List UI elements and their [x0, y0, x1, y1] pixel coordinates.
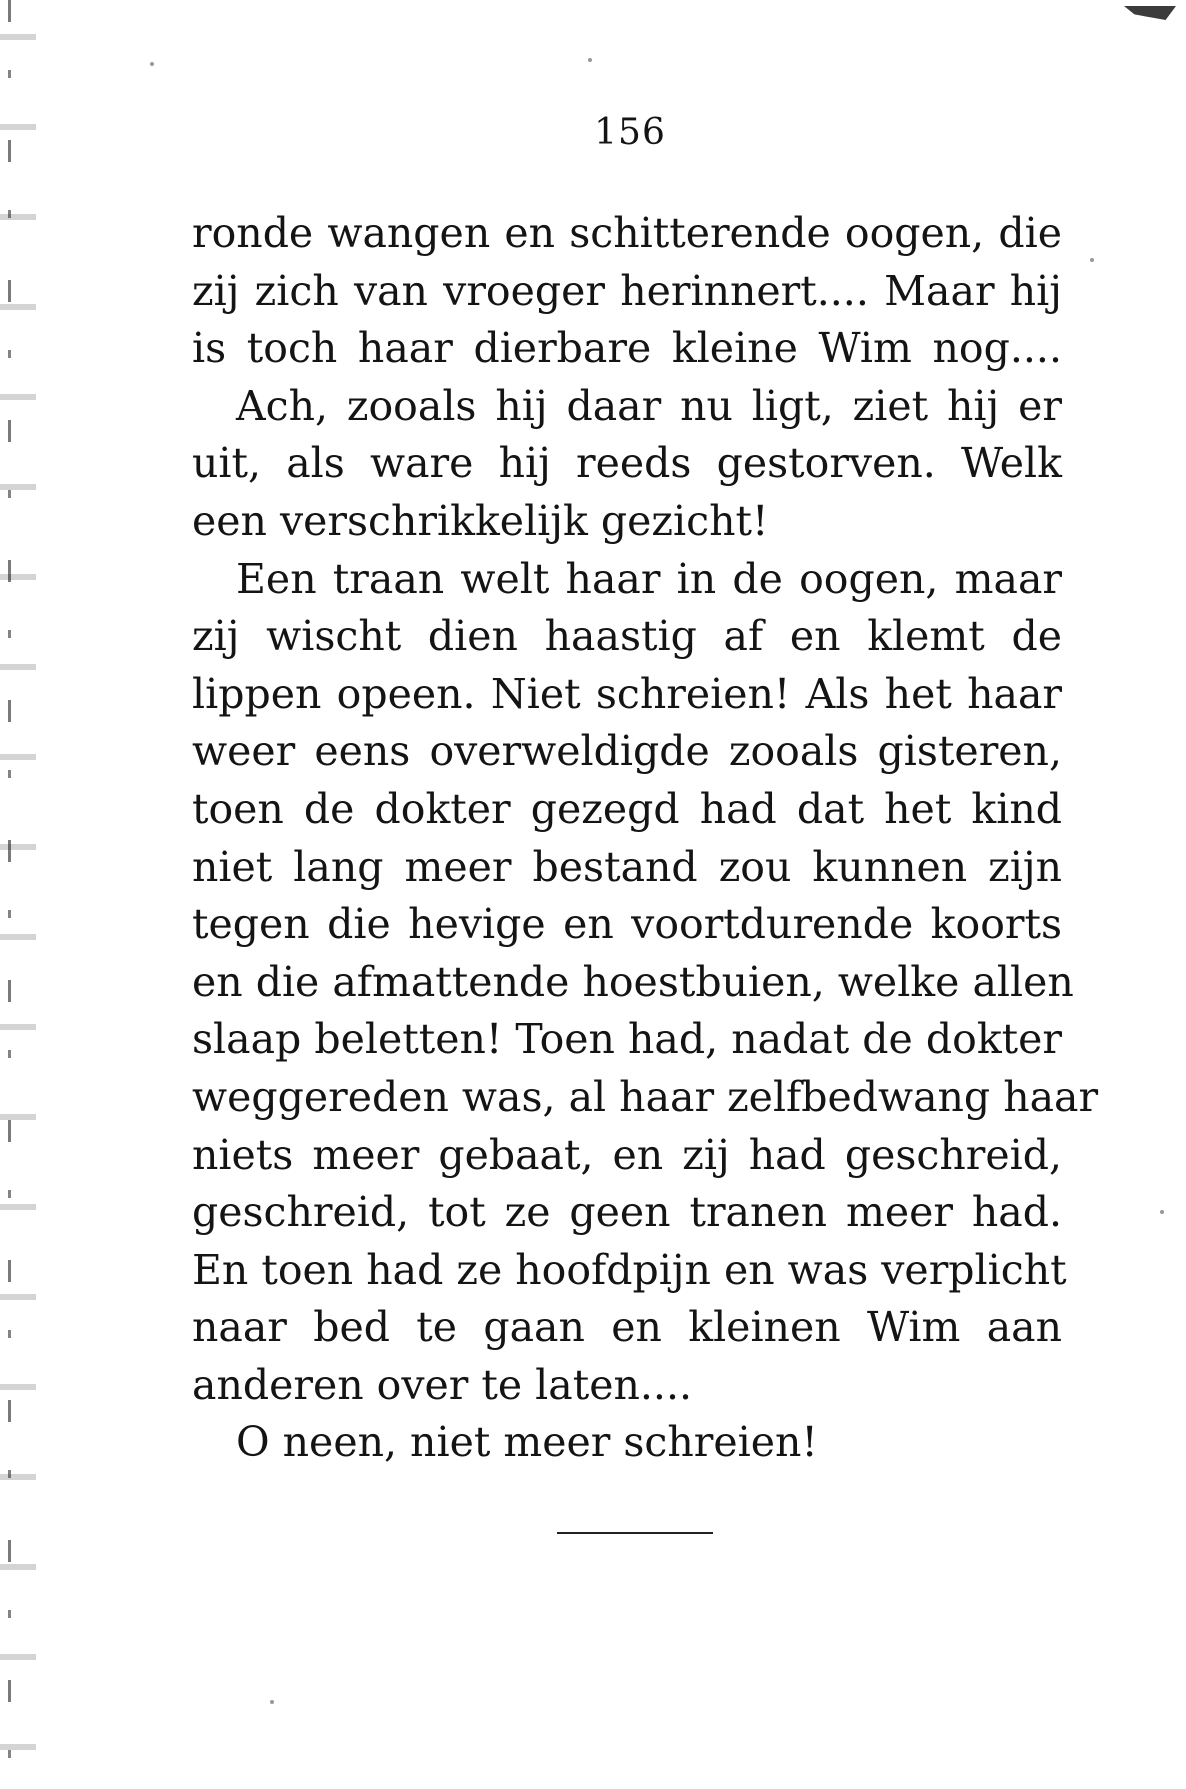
- text-line: zij wischt dien haastig af en klemt de: [192, 612, 1062, 661]
- text-line: niets meer gebaat, en zij had geschreid,: [192, 1130, 1062, 1179]
- text-line: weggereden was, al haar zelfbedwang haar: [192, 1072, 1099, 1121]
- text-line: tegen die hevige en voortdurende koorts: [192, 900, 1062, 949]
- text-line: Ach, zooals hij daar nu ligt, ziet hij er: [236, 381, 1062, 430]
- text-line: is toch haar dierbare kleine Wim nog....: [192, 324, 1062, 373]
- text-line: niet lang meer bestand zou kunnen zijn: [192, 842, 1062, 891]
- text-line: toen de dokter gezegd had dat het kind: [192, 784, 1062, 833]
- text-line: anderen over te laten....: [192, 1360, 693, 1409]
- text-line: en die afmattende hoestbuien, welke allen: [192, 957, 1074, 1006]
- text-line: slaap beletten! Toen had, nadat de dokter: [192, 1015, 1062, 1064]
- text-line: En toen had ze hoofdpijn en was verplicht: [192, 1245, 1067, 1294]
- text-line: Een traan welt haar in de oogen, maar: [236, 554, 1062, 603]
- text-line: zij zich van vroeger herinnert.... Maar hij: [192, 266, 1062, 315]
- binding-edge-marks: [8, 0, 11, 1789]
- text-line: lippen opeen. Niet schreien! Als het haar: [192, 669, 1062, 718]
- paper-speck: [150, 62, 154, 66]
- binding-shadow: [0, 0, 36, 1789]
- paper-speck: [588, 58, 592, 62]
- body-text: [192, 205, 1099, 1472]
- text-line: O neen, niet meer schreien!: [236, 1418, 818, 1467]
- paper-speck: [1090, 258, 1094, 262]
- section-divider: [557, 1532, 713, 1534]
- page-number: 156: [594, 112, 666, 153]
- paper-speck: [1160, 1210, 1164, 1214]
- corner-ink-mark: [1124, 6, 1176, 20]
- text-line: geschreid, tot ze geen tranen meer had.: [192, 1188, 1062, 1237]
- text-line: weer eens overweldigde zooals gisteren,: [192, 727, 1062, 776]
- text-line: ronde wangen en schitterende oogen, die: [192, 209, 1062, 257]
- text-line: een verschrikkelijk gezicht!: [192, 496, 769, 545]
- text-line: uit, als ware hij reeds gestorven. Welk: [192, 439, 1062, 488]
- text-line: naar bed te gaan en kleinen Wim aan: [192, 1303, 1062, 1352]
- paper-speck: [270, 1700, 274, 1704]
